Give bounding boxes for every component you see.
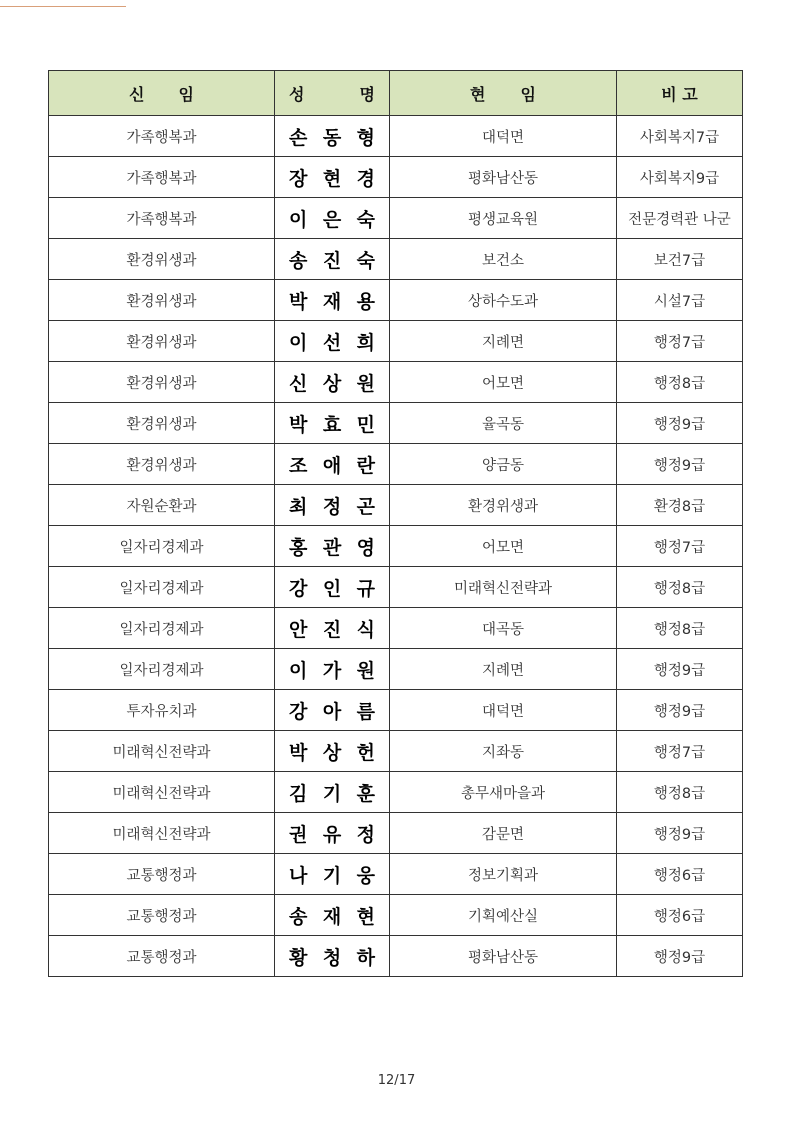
name-char: 송	[289, 905, 308, 928]
page-number: 12/17	[377, 1073, 416, 1088]
name-char: 곤	[356, 495, 375, 518]
name-cell	[275, 444, 390, 485]
table-row	[49, 321, 743, 362]
remarks-cell: 환경8급	[617, 485, 743, 526]
header-new-post-char: 임	[178, 84, 194, 104]
current-post-cell: 평화남산동	[390, 936, 617, 977]
remarks-cell: 시설7급	[617, 280, 743, 321]
current-post-cell: 평생교육원	[390, 198, 617, 239]
name-char: 조	[289, 454, 308, 477]
name-char: 인	[322, 577, 342, 600]
remarks-cell: 행정6급	[617, 895, 743, 936]
header-current-post	[390, 71, 617, 116]
name-char: 훈	[356, 782, 375, 805]
table-row	[49, 362, 743, 403]
current-post-cell: 정보기획과	[390, 854, 617, 895]
current-post-cell: 미래혁신전략과	[390, 567, 617, 608]
current-post-cell: 양금동	[390, 444, 617, 485]
remarks-cell: 보건7급	[617, 239, 743, 280]
new-post-cell: 환경위생과	[49, 444, 275, 485]
name-char: 선	[322, 331, 342, 354]
name-char: 하	[356, 946, 375, 969]
name-char: 효	[322, 413, 342, 436]
remarks-cell: 행정9급	[617, 936, 743, 977]
name-cell	[275, 239, 390, 280]
current-post-cell: 대덕면	[390, 690, 617, 731]
name-char: 박	[289, 290, 308, 313]
new-post-cell: 미래혁신전략과	[49, 813, 275, 854]
name-char: 최	[289, 495, 308, 518]
table-row	[49, 444, 743, 485]
name-cell	[275, 485, 390, 526]
name-char: 숙	[356, 249, 375, 272]
name-char: 원	[356, 659, 375, 682]
table-row	[49, 403, 743, 444]
header-remarks: 비 고	[617, 71, 743, 116]
header-current-post-char: 임	[520, 84, 536, 104]
name-char: 정	[322, 495, 342, 518]
table-header-row	[49, 71, 743, 116]
name-cell	[275, 157, 390, 198]
table-row	[49, 608, 743, 649]
name-char: 유	[322, 823, 342, 846]
name-char: 현	[356, 905, 375, 928]
remarks-cell: 사회복지7급	[617, 116, 743, 157]
new-post-cell: 투자유치과	[49, 690, 275, 731]
name-char: 헌	[356, 741, 375, 764]
name-char: 기	[322, 782, 342, 805]
name-char: 진	[322, 249, 342, 272]
table-row	[49, 239, 743, 280]
remarks-cell: 행정9급	[617, 403, 743, 444]
name-char: 이	[289, 208, 308, 231]
name-cell	[275, 690, 390, 731]
new-post-cell: 교통행정과	[49, 854, 275, 895]
name-char: 나	[289, 864, 308, 887]
name-char: 강	[289, 700, 308, 723]
new-post-cell: 자원순환과	[49, 485, 275, 526]
name-char: 규	[356, 577, 375, 600]
name-char: 애	[322, 454, 342, 477]
name-char: 손	[289, 126, 308, 149]
current-post-cell: 상하수도과	[390, 280, 617, 321]
table-row	[49, 731, 743, 772]
table-row	[49, 280, 743, 321]
header-name-char: 성	[289, 84, 305, 104]
table-row	[49, 772, 743, 813]
name-char: 재	[322, 905, 342, 928]
name-cell	[275, 526, 390, 567]
remarks-cell: 행정9급	[617, 649, 743, 690]
name-char: 권	[289, 823, 308, 846]
current-post-cell: 환경위생과	[390, 485, 617, 526]
personnel-table	[48, 70, 743, 977]
name-char: 재	[322, 290, 342, 313]
name-cell	[275, 116, 390, 157]
name-char: 강	[289, 577, 308, 600]
name-char: 상	[322, 372, 342, 395]
name-char: 용	[356, 290, 375, 313]
new-post-cell: 환경위생과	[49, 239, 275, 280]
name-char: 진	[322, 618, 342, 641]
remarks-cell: 사회복지9급	[617, 157, 743, 198]
header-current-post-char: 현	[470, 84, 486, 104]
name-char: 신	[289, 372, 308, 395]
current-post-cell: 기획예산실	[390, 895, 617, 936]
table-row	[49, 116, 743, 157]
current-post-cell: 어모면	[390, 362, 617, 403]
new-post-cell: 가족행복과	[49, 157, 275, 198]
name-char: 원	[356, 372, 375, 395]
remarks-cell: 행정9급	[617, 444, 743, 485]
table-row	[49, 649, 743, 690]
table-row	[49, 813, 743, 854]
name-cell	[275, 854, 390, 895]
header-new-post	[49, 71, 275, 116]
name-cell	[275, 649, 390, 690]
name-char: 희	[356, 331, 375, 354]
name-char: 황	[289, 946, 308, 969]
current-post-cell: 평화남산동	[390, 157, 617, 198]
current-post-cell: 보건소	[390, 239, 617, 280]
name-char: 식	[356, 618, 375, 641]
new-post-cell: 교통행정과	[49, 895, 275, 936]
header-name	[275, 71, 390, 116]
new-post-cell: 미래혁신전략과	[49, 772, 275, 813]
name-cell	[275, 936, 390, 977]
header-name-char: 명	[359, 84, 375, 104]
name-cell	[275, 280, 390, 321]
name-cell	[275, 895, 390, 936]
remarks-cell: 행정7급	[617, 321, 743, 362]
name-char: 청	[322, 946, 342, 969]
new-post-cell: 환경위생과	[49, 403, 275, 444]
name-cell	[275, 731, 390, 772]
current-post-cell: 어모면	[390, 526, 617, 567]
new-post-cell: 일자리경제과	[49, 608, 275, 649]
name-char: 란	[356, 454, 375, 477]
name-char: 은	[322, 208, 342, 231]
name-char: 이	[289, 659, 308, 682]
new-post-cell: 교통행정과	[49, 936, 275, 977]
remarks-cell: 행정7급	[617, 526, 743, 567]
name-cell	[275, 362, 390, 403]
new-post-cell: 가족행복과	[49, 116, 275, 157]
new-post-cell: 일자리경제과	[49, 526, 275, 567]
name-cell	[275, 772, 390, 813]
name-char: 숙	[356, 208, 375, 231]
table-row	[49, 198, 743, 239]
table-row	[49, 526, 743, 567]
table-row	[49, 485, 743, 526]
current-post-cell: 총무새마을과	[390, 772, 617, 813]
new-post-cell: 가족행복과	[49, 198, 275, 239]
remarks-cell: 행정9급	[617, 690, 743, 731]
table-row	[49, 567, 743, 608]
current-post-cell: 감문면	[390, 813, 617, 854]
name-char: 형	[356, 126, 375, 149]
name-char: 영	[356, 536, 375, 559]
table-row	[49, 690, 743, 731]
new-post-cell: 환경위생과	[49, 321, 275, 362]
remarks-cell: 행정8급	[617, 567, 743, 608]
new-post-cell: 미래혁신전략과	[49, 731, 275, 772]
name-cell	[275, 321, 390, 362]
name-char: 아	[322, 700, 342, 723]
top-decorative-rule	[0, 6, 126, 7]
name-char: 경	[356, 167, 375, 190]
name-char: 송	[289, 249, 308, 272]
remarks-cell: 행정7급	[617, 731, 743, 772]
name-cell	[275, 198, 390, 239]
remarks-cell: 행정8급	[617, 608, 743, 649]
name-char: 웅	[356, 864, 375, 887]
name-char: 홍	[289, 536, 308, 559]
name-cell	[275, 608, 390, 649]
current-post-cell: 대덕면	[390, 116, 617, 157]
current-post-cell: 대곡동	[390, 608, 617, 649]
remarks-cell: 행정8급	[617, 362, 743, 403]
new-post-cell: 환경위생과	[49, 362, 275, 403]
table-row	[49, 936, 743, 977]
name-char: 이	[289, 331, 308, 354]
current-post-cell: 율곡동	[390, 403, 617, 444]
name-char: 안	[289, 618, 308, 641]
name-char: 기	[322, 864, 342, 887]
new-post-cell: 일자리경제과	[49, 567, 275, 608]
name-char: 정	[356, 823, 375, 846]
name-char: 박	[289, 413, 308, 436]
remarks-cell: 전문경력관 나군	[617, 198, 743, 239]
remarks-cell: 행정8급	[617, 772, 743, 813]
name-char: 김	[289, 782, 308, 805]
name-char: 현	[322, 167, 342, 190]
header-new-post-char: 신	[129, 84, 145, 104]
name-char: 름	[356, 700, 375, 723]
remarks-cell: 행정6급	[617, 854, 743, 895]
name-char: 상	[322, 741, 342, 764]
table-body	[49, 116, 743, 977]
name-cell	[275, 813, 390, 854]
current-post-cell: 지례면	[390, 649, 617, 690]
new-post-cell: 일자리경제과	[49, 649, 275, 690]
name-char: 장	[289, 167, 308, 190]
current-post-cell: 지좌동	[390, 731, 617, 772]
current-post-cell: 지례면	[390, 321, 617, 362]
table-row	[49, 157, 743, 198]
remarks-cell: 행정9급	[617, 813, 743, 854]
table-row	[49, 854, 743, 895]
new-post-cell: 환경위생과	[49, 280, 275, 321]
name-cell	[275, 567, 390, 608]
name-char: 동	[322, 126, 342, 149]
name-char: 가	[322, 659, 342, 682]
name-char: 민	[356, 413, 375, 436]
table-row	[49, 895, 743, 936]
name-cell	[275, 403, 390, 444]
name-char: 박	[289, 741, 308, 764]
name-char: 관	[322, 536, 342, 559]
